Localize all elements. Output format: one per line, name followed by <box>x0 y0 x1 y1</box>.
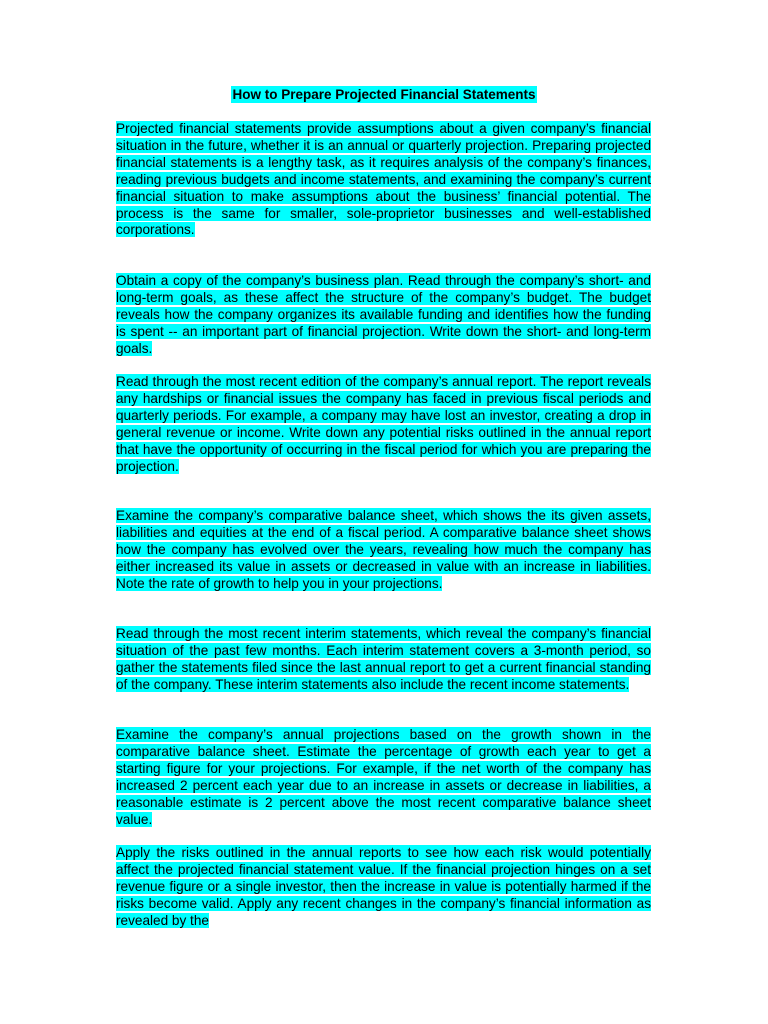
paragraph-text: Read through the most recent interim statements, which reveal the company’s financial situation of the past few months. Each interim statement covers a 3-month period, so gather the statements filed since the last annual report to get a current financial standing of the company. These interim statements also include the recent income statements. <box>116 626 651 692</box>
paragraph-balance-sheet <box>116 508 651 593</box>
paragraph-text: Apply the risks outlined in the annual reports to see how each risk would potentially affect the projected financial statement value. If the financial projection hinges on a set revenue figure or a single investor, then the increase in value is potentially harmed if the risks become valid. Apply any recent changes in the company’s financial information as revealed by the <box>116 845 651 928</box>
document-title <box>0 86 768 104</box>
paragraph-text: Examine the company’s comparative balance sheet, which shows the its given assets, liabilities and equities at the end of a fiscal period. A comparative balance sheet shows how the company has evolved over the years, revealing how much the company has either increased its value in assets or decreased in value with an increase in liabilities. Note the rate of growth to help you in your projections. <box>116 508 651 591</box>
paragraph-apply-risks <box>116 845 651 930</box>
paragraph-text: Examine the company’s annual projections based on the growth shown in the comparative balance sheet. Estimate the percentage of growth each year to get a starting figure for your projections. For example, if the net worth of the company has increased 2 percent each year due to an increase in assets or decrease in liabilities, a reasonable estimate is 2 percent above the most recent comparative balance sheet value. <box>116 727 651 827</box>
paragraph-interim-statements <box>116 626 651 694</box>
paragraph-intro <box>116 121 651 239</box>
paragraph-annual-report <box>116 374 651 475</box>
paragraph-business-plan <box>116 273 651 358</box>
paragraph-text: Projected financial statements provide assumptions about a given company’s financial situation in the future, whether it is an annual or quarterly projection. Preparing projected financial statements is a lengthy task, as it requires analysis of the company’s finances, reading previous budgets and income statements, and examining the company’s current financial situation to make assumptions about the business’ financial potential. The process is the same for smaller, sole-proprietor businesses and well-established corporations. <box>116 121 651 238</box>
paragraph-text: Obtain a copy of the company’s business plan. Read through the company’s short- and long-term goals, as these affect the structure of the company’s budget. The budget reveals how the company organizes its available funding and identifies how the funding is spent -- an important part of financial projection. Write down the short- and long-term goals. <box>116 273 651 356</box>
document-title-text: How to Prepare Projected Financial Statements <box>232 87 536 102</box>
paragraph-annual-projections <box>116 727 651 828</box>
paragraph-text: Read through the most recent edition of the company’s annual report. The report reveals any hardships or financial issues the company has faced in previous fiscal periods and quarterly periods. For example, a company may have lost an investor, creating a drop in general revenue or income. Write down any potential risks outlined in the annual report that have the opportunity of occurring in the fiscal period for which you are preparing the projection. <box>116 374 651 474</box>
